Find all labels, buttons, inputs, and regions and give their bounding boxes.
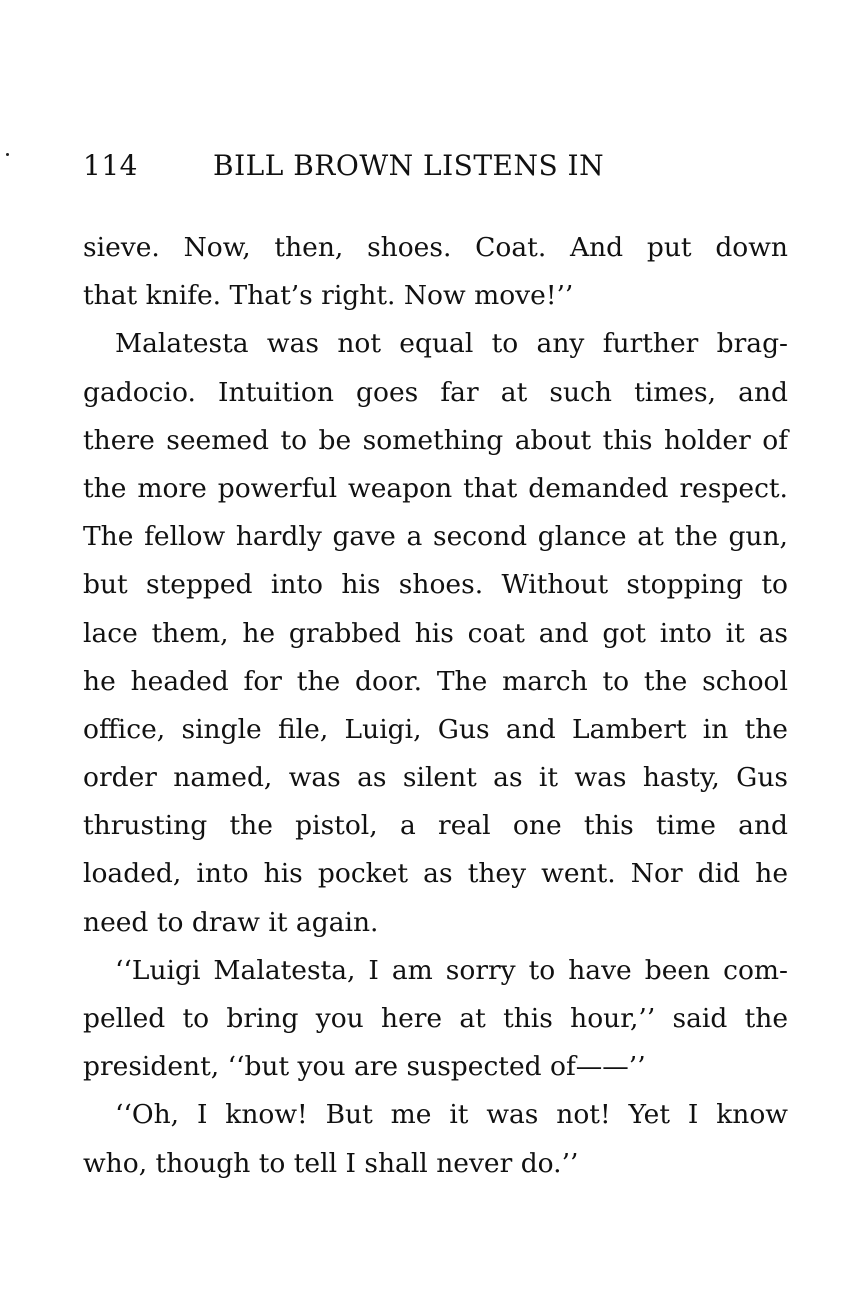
text-line: The fellow hardly gave a second glance at the gun,	[83, 521, 788, 553]
text-line: he headed for the door. The march to the school	[83, 665, 788, 697]
text-line: the more powerful weapon that demanded respect.	[83, 472, 788, 504]
text-line: office, single file, Luigi, Gus and Lambert in the	[83, 713, 788, 745]
text-line: president, ‘‘but you are suspected of——’’	[83, 1051, 646, 1083]
paragraph-1	[83, 224, 788, 320]
text-line: ‘‘Oh, I know! But me it was not! Yet I know	[115, 1099, 788, 1131]
running-title: BILL BROWN LISTENS IN	[213, 149, 605, 182]
text-line: gadocio. Intuition goes far at such times, and	[83, 376, 788, 408]
text-line: loaded, into his pocket as they went. Nor did he	[83, 858, 788, 890]
text-line: sieve. Now, then, shoes. Coat. And put down	[83, 232, 788, 263]
paragraph-2	[83, 320, 788, 946]
text-line: ‘‘Luigi Malatesta, I am sorry to have been com-	[115, 954, 788, 986]
text-line: pelled to bring you here at this hour,’’ said the	[83, 1003, 788, 1034]
paragraph-3	[83, 947, 788, 1092]
text-line: lace them, he grabbed his coat and got into it as	[83, 617, 788, 649]
text-line: but stepped into his shoes. Without stopping to	[83, 569, 788, 601]
text-line: order named, was as silent as it was hasty, Gus	[83, 762, 788, 794]
text-line: that knife. That’s right. Now move!’’	[83, 280, 574, 312]
text-line: need to draw it again.	[83, 906, 379, 938]
text-line: who, though to tell I shall never do.’’	[83, 1147, 579, 1179]
paragraph-4	[83, 1091, 788, 1187]
text-line: there seemed to be something about this holder of	[83, 424, 788, 456]
body-text	[83, 224, 788, 1188]
page-header	[83, 146, 788, 186]
page-number: 114	[83, 149, 138, 182]
text-line: Malatesta was not equal to any further brag-	[115, 328, 788, 360]
scan-speck	[6, 153, 9, 156]
text-line: thrusting the pistol, a real one this time and	[83, 810, 788, 842]
